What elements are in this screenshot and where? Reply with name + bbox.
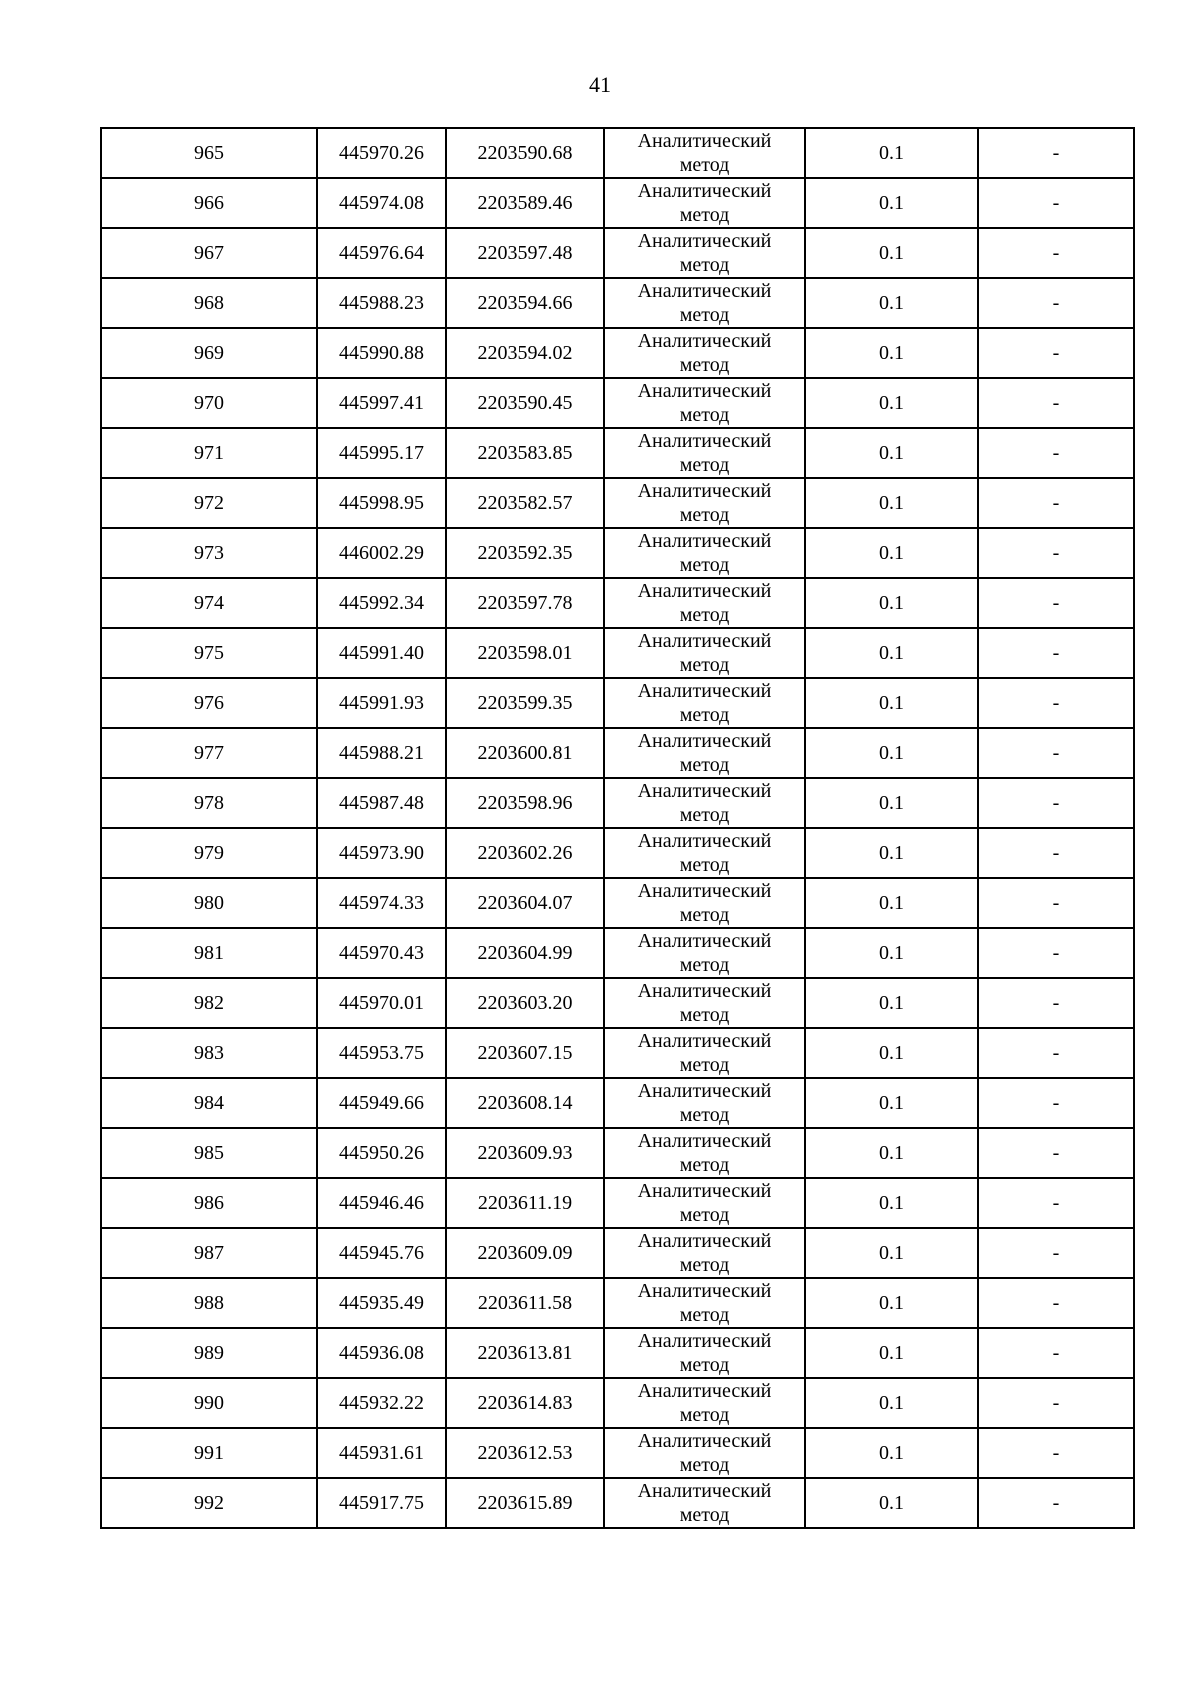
note-cell: - — [978, 928, 1134, 978]
method-text-line: метод — [679, 504, 730, 526]
method-text-line: метод — [679, 1154, 730, 1176]
table-row — [101, 1028, 1134, 1078]
method-text-line: метод — [679, 304, 730, 326]
method-text-line: Аналитический — [637, 1330, 772, 1352]
method-text-line: метод — [679, 654, 730, 676]
accuracy-cell: 0.1 — [805, 278, 978, 328]
x-coordinate-cell: 445953.75 — [317, 1028, 446, 1078]
accuracy-cell: 0.1 — [805, 128, 978, 178]
x-coordinate-cell: 445974.33 — [317, 878, 446, 928]
method-text-line: метод — [679, 1054, 730, 1076]
x-coordinate-cell: 445998.95 — [317, 478, 446, 528]
point-number-cell: 986 — [101, 1178, 317, 1228]
x-coordinate-cell: 445988.21 — [317, 728, 446, 778]
y-coordinate-cell: 2203597.78 — [446, 578, 604, 628]
note-cell: - — [978, 1328, 1134, 1378]
note-cell: - — [978, 1428, 1134, 1478]
method-cell — [604, 1128, 805, 1178]
accuracy-cell: 0.1 — [805, 1478, 978, 1528]
table-row — [101, 1378, 1134, 1428]
method-text-line: метод — [679, 754, 730, 776]
x-coordinate-cell: 445917.75 — [317, 1478, 446, 1528]
note-cell: - — [978, 728, 1134, 778]
method-cell — [604, 1428, 805, 1478]
y-coordinate-cell: 2203590.68 — [446, 128, 604, 178]
y-coordinate-cell: 2203582.57 — [446, 478, 604, 528]
note-cell: - — [978, 678, 1134, 728]
method-text-line: метод — [679, 1404, 730, 1426]
method-cell — [604, 378, 805, 428]
y-coordinate-cell: 2203608.14 — [446, 1078, 604, 1128]
method-text-line: метод — [679, 154, 730, 176]
y-coordinate-cell: 2203609.09 — [446, 1228, 604, 1278]
y-coordinate-cell: 2203599.35 — [446, 678, 604, 728]
table-row — [101, 278, 1134, 328]
method-text-line: Аналитический — [637, 1030, 772, 1052]
method-text-line: метод — [679, 554, 730, 576]
point-number-cell: 966 — [101, 178, 317, 228]
method-text-line: метод — [679, 354, 730, 376]
point-number-cell: 971 — [101, 428, 317, 478]
x-coordinate-cell: 445970.26 — [317, 128, 446, 178]
point-number-cell: 978 — [101, 778, 317, 828]
x-coordinate-cell: 445995.17 — [317, 428, 446, 478]
accuracy-cell: 0.1 — [805, 378, 978, 428]
note-cell: - — [978, 1228, 1134, 1278]
point-number-cell: 975 — [101, 628, 317, 678]
table-row — [101, 728, 1134, 778]
accuracy-cell: 0.1 — [805, 1378, 978, 1428]
method-text-line: Аналитический — [637, 480, 772, 502]
y-coordinate-cell: 2203598.96 — [446, 778, 604, 828]
method-text-line: метод — [679, 954, 730, 976]
note-cell: - — [978, 128, 1134, 178]
accuracy-cell: 0.1 — [805, 978, 978, 1028]
table-body — [101, 128, 1134, 1528]
point-number-cell: 980 — [101, 878, 317, 928]
method-cell — [604, 428, 805, 478]
accuracy-cell: 0.1 — [805, 1128, 978, 1178]
method-cell — [604, 928, 805, 978]
method-text-line: метод — [679, 204, 730, 226]
table-row — [101, 828, 1134, 878]
note-cell: - — [978, 278, 1134, 328]
x-coordinate-cell: 445936.08 — [317, 1328, 446, 1378]
table-row — [101, 1328, 1134, 1378]
y-coordinate-cell: 2203602.26 — [446, 828, 604, 878]
y-coordinate-cell: 2203594.02 — [446, 328, 604, 378]
method-text-line: метод — [679, 254, 730, 276]
table-row — [101, 128, 1134, 178]
method-text-line: метод — [679, 854, 730, 876]
accuracy-cell: 0.1 — [805, 1278, 978, 1328]
point-number-cell: 983 — [101, 1028, 317, 1078]
table-row — [101, 1078, 1134, 1128]
method-text-line: Аналитический — [637, 780, 772, 802]
note-cell: - — [978, 378, 1134, 428]
method-cell — [604, 1228, 805, 1278]
note-cell: - — [978, 1078, 1134, 1128]
accuracy-cell: 0.1 — [805, 878, 978, 928]
method-cell — [604, 628, 805, 678]
method-text-line: метод — [679, 804, 730, 826]
note-cell: - — [978, 1128, 1134, 1178]
y-coordinate-cell: 2203611.58 — [446, 1278, 604, 1328]
y-coordinate-cell: 2203612.53 — [446, 1428, 604, 1478]
method-text-line: Аналитический — [637, 1480, 772, 1502]
method-text-line: метод — [679, 1104, 730, 1126]
accuracy-cell: 0.1 — [805, 1028, 978, 1078]
y-coordinate-cell: 2203592.35 — [446, 528, 604, 578]
method-text-line: Аналитический — [637, 180, 772, 202]
method-cell — [604, 578, 805, 628]
method-text-line: Аналитический — [637, 130, 772, 152]
note-cell: - — [978, 628, 1134, 678]
x-coordinate-cell: 445970.43 — [317, 928, 446, 978]
table-row — [101, 1478, 1134, 1528]
note-cell: - — [978, 428, 1134, 478]
point-number-cell: 970 — [101, 378, 317, 428]
accuracy-cell: 0.1 — [805, 528, 978, 578]
method-text-line: метод — [679, 1354, 730, 1376]
method-text-line: Аналитический — [637, 430, 772, 452]
point-number-cell: 977 — [101, 728, 317, 778]
note-cell: - — [978, 978, 1134, 1028]
accuracy-cell: 0.1 — [805, 628, 978, 678]
y-coordinate-cell: 2203611.19 — [446, 1178, 604, 1228]
accuracy-cell: 0.1 — [805, 828, 978, 878]
table-row — [101, 378, 1134, 428]
y-coordinate-cell: 2203598.01 — [446, 628, 604, 678]
y-coordinate-cell: 2203613.81 — [446, 1328, 604, 1378]
table-row — [101, 1128, 1134, 1178]
point-number-cell: 990 — [101, 1378, 317, 1428]
method-text-line: метод — [679, 904, 730, 926]
accuracy-cell: 0.1 — [805, 228, 978, 278]
method-text-line: Аналитический — [637, 680, 772, 702]
y-coordinate-cell: 2203594.66 — [446, 278, 604, 328]
method-text-line: Аналитический — [637, 1380, 772, 1402]
method-cell — [604, 328, 805, 378]
method-text-line: метод — [679, 404, 730, 426]
method-text-line: метод — [679, 1304, 730, 1326]
accuracy-cell: 0.1 — [805, 178, 978, 228]
x-coordinate-cell: 445990.88 — [317, 328, 446, 378]
x-coordinate-cell: 445950.26 — [317, 1128, 446, 1178]
method-text-line: метод — [679, 704, 730, 726]
y-coordinate-cell: 2203614.83 — [446, 1378, 604, 1428]
method-text-line: метод — [679, 1504, 730, 1526]
point-number-cell: 973 — [101, 528, 317, 578]
table-row — [101, 478, 1134, 528]
table-row — [101, 978, 1134, 1028]
method-cell — [604, 678, 805, 728]
method-cell — [604, 228, 805, 278]
table-row — [101, 928, 1134, 978]
y-coordinate-cell: 2203583.85 — [446, 428, 604, 478]
y-coordinate-cell: 2203615.89 — [446, 1478, 604, 1528]
coordinates-table — [100, 127, 1135, 1529]
x-coordinate-cell: 445976.64 — [317, 228, 446, 278]
table-row — [101, 1428, 1134, 1478]
note-cell: - — [978, 778, 1134, 828]
method-cell — [604, 178, 805, 228]
table-row — [101, 678, 1134, 728]
method-text-line: Аналитический — [637, 630, 772, 652]
y-coordinate-cell: 2203609.93 — [446, 1128, 604, 1178]
method-text-line: Аналитический — [637, 530, 772, 552]
y-coordinate-cell: 2203604.99 — [446, 928, 604, 978]
method-cell — [604, 1278, 805, 1328]
accuracy-cell: 0.1 — [805, 728, 978, 778]
table-row — [101, 578, 1134, 628]
method-text-line: Аналитический — [637, 380, 772, 402]
y-coordinate-cell: 2203590.45 — [446, 378, 604, 428]
point-number-cell: 988 — [101, 1278, 317, 1328]
method-text-line: метод — [679, 454, 730, 476]
accuracy-cell: 0.1 — [805, 1178, 978, 1228]
table-row — [101, 1178, 1134, 1228]
method-text-line: Аналитический — [637, 1080, 772, 1102]
x-coordinate-cell: 445932.22 — [317, 1378, 446, 1428]
method-text-line: Аналитический — [637, 230, 772, 252]
x-coordinate-cell: 445988.23 — [317, 278, 446, 328]
method-text-line: Аналитический — [637, 330, 772, 352]
method-text-line: метод — [679, 1004, 730, 1026]
method-cell — [604, 278, 805, 328]
accuracy-cell: 0.1 — [805, 1078, 978, 1128]
x-coordinate-cell: 445949.66 — [317, 1078, 446, 1128]
method-cell — [604, 528, 805, 578]
method-cell — [604, 128, 805, 178]
method-cell — [604, 778, 805, 828]
table-row — [101, 628, 1134, 678]
method-text-line: Аналитический — [637, 1180, 772, 1202]
x-coordinate-cell: 445970.01 — [317, 978, 446, 1028]
note-cell: - — [978, 328, 1134, 378]
method-cell — [604, 1178, 805, 1228]
note-cell: - — [978, 578, 1134, 628]
note-cell: - — [978, 1278, 1134, 1328]
x-coordinate-cell: 445935.49 — [317, 1278, 446, 1328]
x-coordinate-cell: 445946.46 — [317, 1178, 446, 1228]
note-cell: - — [978, 1178, 1134, 1228]
note-cell: - — [978, 528, 1134, 578]
method-text-line: Аналитический — [637, 830, 772, 852]
method-text-line: метод — [679, 1454, 730, 1476]
accuracy-cell: 0.1 — [805, 478, 978, 528]
table-row — [101, 1228, 1134, 1278]
point-number-cell: 991 — [101, 1428, 317, 1478]
y-coordinate-cell: 2203603.20 — [446, 978, 604, 1028]
method-text-line: Аналитический — [637, 280, 772, 302]
point-number-cell: 976 — [101, 678, 317, 728]
point-number-cell: 979 — [101, 828, 317, 878]
y-coordinate-cell: 2203589.46 — [446, 178, 604, 228]
note-cell: - — [978, 878, 1134, 928]
method-text-line: метод — [679, 604, 730, 626]
table-row — [101, 178, 1134, 228]
table-row — [101, 328, 1134, 378]
method-text-line: метод — [679, 1204, 730, 1226]
method-text-line: Аналитический — [637, 1230, 772, 1252]
point-number-cell: 982 — [101, 978, 317, 1028]
page-number: 41 — [589, 72, 611, 97]
x-coordinate-cell: 445974.08 — [317, 178, 446, 228]
point-number-cell: 967 — [101, 228, 317, 278]
method-text-line: Аналитический — [637, 930, 772, 952]
x-coordinate-cell: 445987.48 — [317, 778, 446, 828]
accuracy-cell: 0.1 — [805, 1428, 978, 1478]
method-text-line: Аналитический — [637, 730, 772, 752]
point-number-cell: 987 — [101, 1228, 317, 1278]
method-cell — [604, 478, 805, 528]
method-cell — [604, 1478, 805, 1528]
point-number-cell: 972 — [101, 478, 317, 528]
method-cell — [604, 978, 805, 1028]
x-coordinate-cell: 445931.61 — [317, 1428, 446, 1478]
note-cell: - — [978, 228, 1134, 278]
point-number-cell: 974 — [101, 578, 317, 628]
method-cell — [604, 1328, 805, 1378]
method-cell — [604, 728, 805, 778]
accuracy-cell: 0.1 — [805, 328, 978, 378]
y-coordinate-cell: 2203600.81 — [446, 728, 604, 778]
note-cell: - — [978, 478, 1134, 528]
method-cell — [604, 1378, 805, 1428]
method-text-line: Аналитический — [637, 980, 772, 1002]
accuracy-cell: 0.1 — [805, 428, 978, 478]
x-coordinate-cell: 445973.90 — [317, 828, 446, 878]
point-number-cell: 989 — [101, 1328, 317, 1378]
point-number-cell: 981 — [101, 928, 317, 978]
x-coordinate-cell: 445991.40 — [317, 628, 446, 678]
accuracy-cell: 0.1 — [805, 928, 978, 978]
accuracy-cell: 0.1 — [805, 1328, 978, 1378]
method-cell — [604, 1078, 805, 1128]
x-coordinate-cell: 446002.29 — [317, 528, 446, 578]
x-coordinate-cell: 445997.41 — [317, 378, 446, 428]
point-number-cell: 968 — [101, 278, 317, 328]
method-cell — [604, 828, 805, 878]
point-number-cell: 985 — [101, 1128, 317, 1178]
y-coordinate-cell: 2203597.48 — [446, 228, 604, 278]
note-cell: - — [978, 178, 1134, 228]
x-coordinate-cell: 445991.93 — [317, 678, 446, 728]
accuracy-cell: 0.1 — [805, 1228, 978, 1278]
table-row — [101, 878, 1134, 928]
y-coordinate-cell: 2203604.07 — [446, 878, 604, 928]
method-cell — [604, 1028, 805, 1078]
note-cell: - — [978, 1028, 1134, 1078]
point-number-cell: 984 — [101, 1078, 317, 1128]
method-text-line: Аналитический — [637, 1280, 772, 1302]
table-row — [101, 778, 1134, 828]
x-coordinate-cell: 445992.34 — [317, 578, 446, 628]
accuracy-cell: 0.1 — [805, 778, 978, 828]
accuracy-cell: 0.1 — [805, 578, 978, 628]
method-text-line: Аналитический — [637, 1430, 772, 1452]
point-number-cell: 965 — [101, 128, 317, 178]
method-text-line: Аналитический — [637, 880, 772, 902]
method-cell — [604, 878, 805, 928]
y-coordinate-cell: 2203607.15 — [446, 1028, 604, 1078]
note-cell: - — [978, 828, 1134, 878]
point-number-cell: 992 — [101, 1478, 317, 1528]
table-row — [101, 228, 1134, 278]
method-text-line: Аналитический — [637, 1130, 772, 1152]
point-number-cell: 969 — [101, 328, 317, 378]
table-row — [101, 1278, 1134, 1328]
note-cell: - — [978, 1478, 1134, 1528]
method-text-line: метод — [679, 1254, 730, 1276]
method-text-line: Аналитический — [637, 580, 772, 602]
accuracy-cell: 0.1 — [805, 678, 978, 728]
table-row — [101, 428, 1134, 478]
note-cell: - — [978, 1378, 1134, 1428]
x-coordinate-cell: 445945.76 — [317, 1228, 446, 1278]
table-row — [101, 528, 1134, 578]
